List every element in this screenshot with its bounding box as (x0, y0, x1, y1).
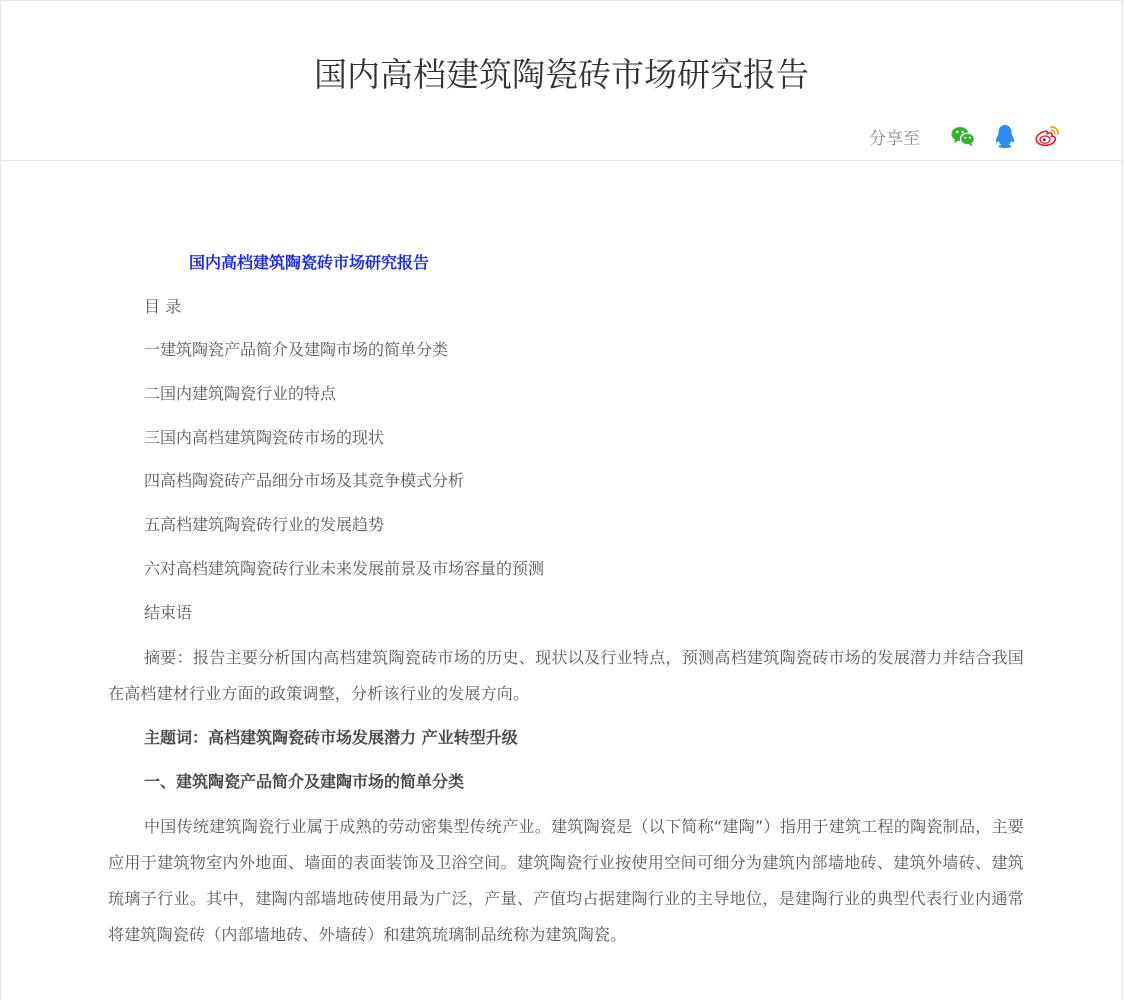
weibo-icon[interactable] (1034, 123, 1060, 149)
page-title: 国内高档建筑陶瓷砖市场研究报告 (314, 55, 809, 94)
qq-icon[interactable] (992, 123, 1018, 149)
toc-item: 一建筑陶瓷产品简介及建陶市场的简单分类 (144, 340, 449, 359)
keywords-line: 主题词：高档建筑陶瓷砖市场发展潜力 产业转型升级 (144, 728, 518, 747)
toc-item: 二国内建筑陶瓷行业的特点 (144, 384, 337, 403)
abstract-paragraph: 摘要：报告主要分析国内高档建筑陶瓷砖市场的历史、现状以及行业特点，预测高档建筑陶瓷砖市场的发展潜力并结合我国在高档建材行业方面的政策调整，分析该行业的发展方向。 (108, 648, 1024, 703)
toc-item: 五高档建筑陶瓷砖行业的发展趋势 (144, 515, 385, 534)
share-label: 分享至 (869, 128, 920, 149)
toc-item: 四高档陶瓷砖产品细分市场及其竞争模式分析 (144, 471, 465, 490)
toc-heading: 目 录 (144, 297, 182, 316)
wechat-icon[interactable] (950, 123, 976, 149)
toc-item: 六对高档建筑陶瓷砖行业未来发展前景及市场容量的预测 (144, 559, 545, 578)
document-title: 国内高档建筑陶瓷砖市场研究报告 (189, 253, 430, 272)
toc-item: 三国内高档建筑陶瓷砖市场的现状 (144, 428, 385, 447)
section-heading: 一、建筑陶瓷产品简介及建陶市场的简单分类 (144, 772, 465, 791)
share-bar (869, 121, 1060, 151)
section-paragraph: 中国传统建筑陶瓷行业属于成熟的劳动密集型传统产业。建筑陶瓷是（以下简称“建陶”）指用于建筑工程的陶瓷制品，主要应用于建筑物室内外地面、墙面的表面装饰及卫浴空间。建筑陶瓷行业按使用空间可细分为建筑内部墙地砖、建筑外墙砖、建筑琉璃子行业。其中，建陶内部墙地砖使用最为广泛，产量、产值均占据建陶行业的主导地位，是建陶行业的典型代表行业内通常将建筑陶瓷砖（内部墙地砖、外墙砖）和建筑琉璃制品统称为建筑陶瓷。 (108, 817, 1024, 944)
article-header (1, 1, 1122, 161)
toc-item: 结束语 (144, 603, 193, 622)
